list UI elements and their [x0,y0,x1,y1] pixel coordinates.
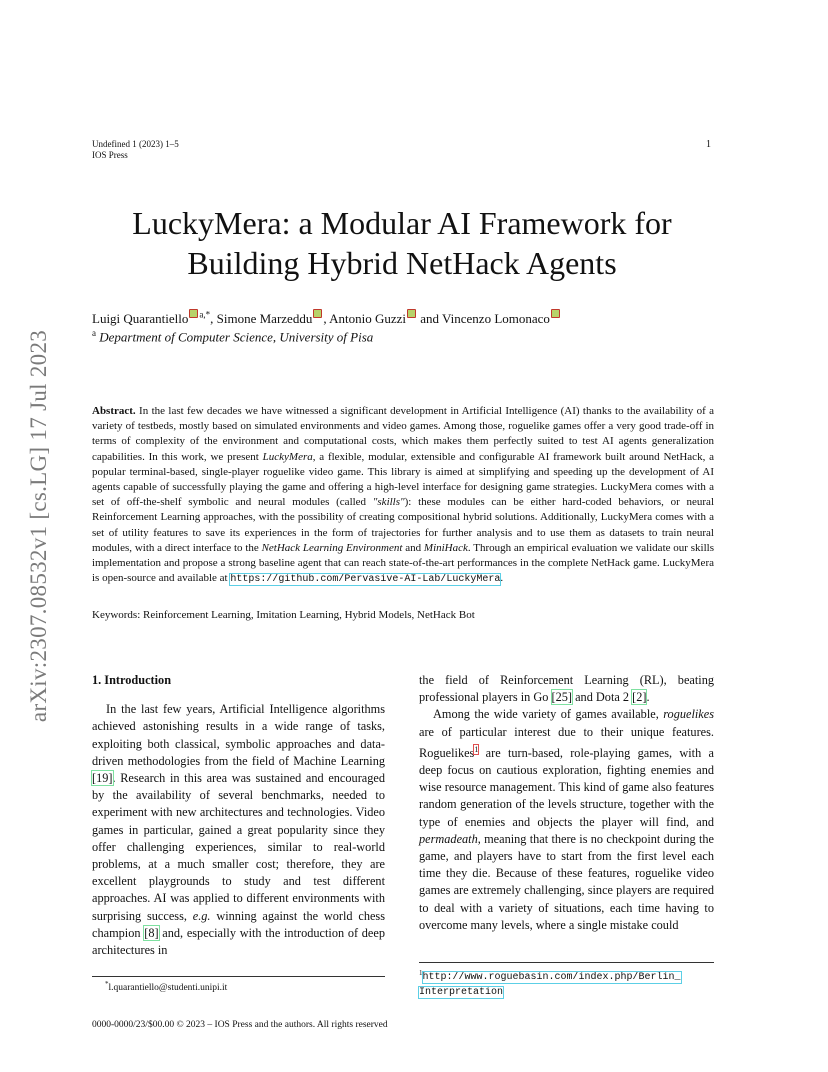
abstract-text: LuckyMera [262,450,313,463]
abstract-text: and [402,541,424,554]
author-name: and Vincenzo Lomonaco [417,311,550,326]
publisher: IOS Press [92,150,128,160]
footnote-rule [419,962,714,963]
citation-link[interactable]: [19] [92,771,113,786]
abstract-text: . [500,572,504,585]
body-text: . [646,690,650,705]
body-text: . Research in this area was sustained and encouraged by the availability of several benchmarks, needed to experiment with new architectures and technologies. Video games in particular, gained a great popularity since they offer challenging experiences, similar to real-world problems, at a much smaller cost; therefore, they are excellent playgrounds to study and test different approaches. AI was applied to different environments with surprising success, [92,771,385,923]
email-text: l.quarantiello@studenti.unipi.it [108,983,228,994]
citation-link[interactable]: [2] [632,690,647,705]
paragraph [419,672,714,706]
footnote-mark: * [105,980,109,988]
orcid-icon[interactable] [313,309,322,318]
paragraph [419,706,714,934]
footnote-link[interactable]: 1 [474,744,479,754]
page-number: 1 [706,139,711,150]
body-text: In the last few years, Artificial Intelligence algorithms achieved astonishing results in a wide range of tasks, exploiting both classical, symbolic approaches and data-driven methodologies from the field of Machine Learning [92,702,385,768]
citation-link[interactable]: [8] [144,925,159,940]
journal-info [92,139,179,161]
paragraph [92,701,385,959]
author-mark: a,* [199,309,211,320]
orcid-icon[interactable] [551,309,560,318]
orcid-icon[interactable] [189,309,198,318]
abstract-text: . Through an empirical evaluation we validate our skills implementation and propose a strong baseline agent that can reach state-of-the-art performances in the complete NetHack game. LuckyMera is open-source and available at [92,541,714,585]
body-text: e.g. [192,908,211,923]
author-name: , Antonio Guzzi [323,311,406,326]
affiliation [92,328,373,345]
abstract-text: ): these modules can be either hard-coded behaviors, or neural Reinforcement Learning approaches, with the possibility of creating compositional hybrid solutions. Additionally, LuckyMera comes with a set of utility features to save its experiences in the form of trajectories for further analysis and to use them as datasets to train neural modules, with a direct interface to the [92,496,714,554]
roguebasin-link-cont[interactable]: Interpretation [419,987,504,999]
title-line-1: LuckyMera: a Modular AI Framework for [132,205,672,241]
footnote-email [105,980,227,993]
affiliation-text: Department of Computer Science, University of Pisa [99,329,374,345]
abstract-text: NetHack Learning Environment [261,541,403,554]
right-column [419,672,714,934]
paper-title [60,203,744,283]
abstract-label: Abstract. [92,405,136,417]
affiliation-mark: a [92,328,96,338]
body-text: winning against the world chess champion [92,908,385,940]
body-text: Among the wide variety of games available, [433,707,664,722]
body-text: and Dota 2 [572,690,633,705]
abstract-text: MiniHack [423,541,468,554]
orcid-icon[interactable] [407,309,416,318]
section-heading: 1. Introduction [92,673,172,687]
footnote-rule [92,976,385,977]
arxiv-id: arXiv:2307.08532v1 [cs.LG] 17 Jul 2023 [26,329,51,723]
body-text: permadeath [419,831,478,846]
body-text: the field of Reinforcement Learning (RL), beating professional players in Go [419,673,714,705]
abstract-text: In the last few decades we have witnessed a significant development in Artificial Intelligence (AI) thanks to the availability of a variety of testbeds, mostly based on simulated environments and video games. Among those, roguelike games offer a very good trade-off in terms of complexity of the environment and computational costs, which makes them perfectly suited to test AI agents generalization capabilities. In this work, we present [92,405,714,463]
github-link[interactable]: https://github.com/Pervasive-AI-Lab/LuckyMera [230,574,501,586]
abstract-text: , a flexible, modular, extensible and configurable AI framework built around NetHack, a popular terminal-based, single-player roguelike video game. This library is aimed at simplifying and speeding up the development of AI agents capable of successfully playing the game and offering a high-level interface for designing game strategies. LuckyMera comes with a set of off-the-shelf symbolic and neural modules (called [92,450,714,509]
body-text: , meaning that there is no checkpoint during the game, and players have to start from the first level each time they die. Because of these features, roguelike video games are extremely challenging, since players are required to deal with a variety of situations, each time having to overcome many levels, where a single mistake could [419,831,714,932]
footnote-mark: 1 [419,969,423,977]
author-name: , Simone Marzeddu [210,311,313,326]
body-text: are turn-based, role-playing games, with a deep focus on cautious exploration, fighting enemies and wise resource management. This kind of game also features random generation of the levels structure, together with the type of enemies and objects the player will find, and [419,745,714,829]
abstract-text: "skills" [372,496,405,509]
body-text: are of particular interest due to their unique features. Roguelikes [419,724,714,760]
author-list [92,309,561,327]
author-name: Luigi Quarantiello [92,311,189,326]
left-column [92,672,385,959]
journal-volume: Undefined 1 (2023) 1–5 [92,139,179,149]
title-line-2: Building Hybrid NetHack Agents [187,245,617,281]
copyright-notice: 0000-0000/23/$00.00 © 2023 – IOS Press and the authors. All rights reserved [92,1020,388,1030]
roguebasin-link[interactable]: http://www.roguebasin.com/index.php/Berlin_ [422,972,681,984]
body-text: roguelikes [663,707,714,722]
citation-link[interactable]: [25] [551,690,573,705]
keywords: Keywords: Reinforcement Learning, Imitation Learning, Hybrid Models, NetHack Bot [92,609,475,621]
footnote-url [419,966,714,1000]
arxiv-sidebar [24,296,54,756]
body-text: and, especially with the introduction of deep architectures in [92,925,385,958]
abstract [92,404,714,587]
